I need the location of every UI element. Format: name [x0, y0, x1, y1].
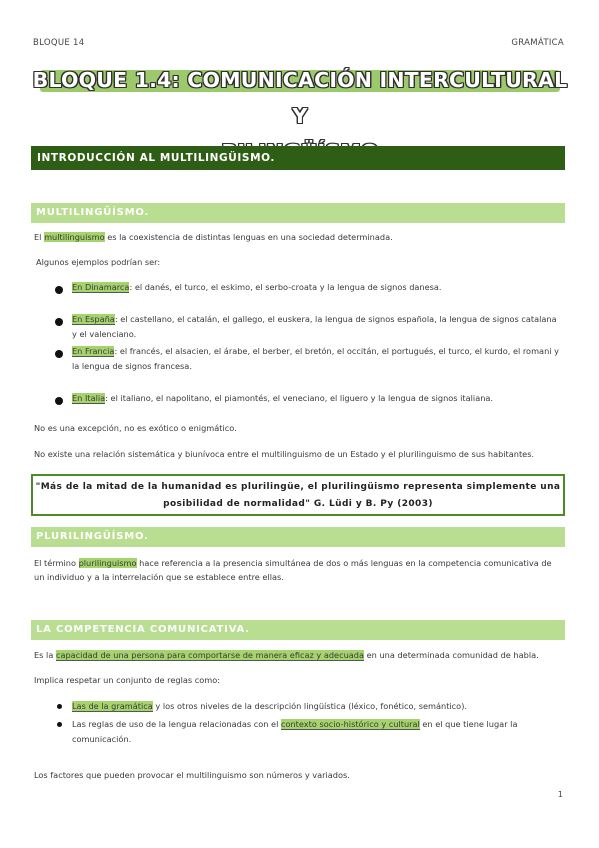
example-item-francia: En Francia: el francés, el alsacien, el árabe, el berber, el bretón, el occitán, el portugués, el turco, el kurdo, el romani y la lengua de signos francesa.: [72, 346, 559, 371]
multilinguismo-definition: El multilinguismo es la coexistencia de distintas lenguas en una sociedad determinada.: [34, 232, 393, 242]
bullet-icon: [55, 286, 63, 294]
section-heading-competencia: LA COMPETENCIA COMUNICATIVA.: [31, 620, 565, 640]
definition-highlight: capacidad de una persona para comportarse de manera eficaz y adecuada: [55, 650, 365, 660]
quote-box: [31, 474, 565, 516]
title-line-1: BLOQUE 1.4: COMUNICACIÓN INTERCULTURAL Y: [32, 68, 568, 128]
quote-line-2: posibilidad de normalidad" G. Lüdi y B. Py (2003): [163, 499, 433, 509]
example-item-dinamarca: En Dinamarca: el danés, el turco, el eskimo, el serbo-croata y la lengua de signos danesa.: [72, 282, 442, 292]
examples-intro: Algunos ejemplos podrían ser:: [36, 257, 161, 267]
page-number: 1: [557, 790, 563, 799]
term-highlight: plurilinguismo: [78, 558, 137, 568]
example-item-espana: En España: el castellano, el catalán, el gallego, el euskera, la lengua de signos española, la lengua de signos catalana y el valenciano.: [72, 314, 557, 339]
note-relation: No existe una relación sistemática y biunívoca entre el multilinguismo de un Estado y el plurilinguismo de sus habitantes.: [34, 449, 535, 459]
bullet-icon: [55, 350, 63, 358]
note-exception: No es una excepción, no es exótico o enigmático.: [34, 423, 237, 433]
rule-item-grammar: Las de la gramática y los otros niveles de la descripción lingüística (léxico, fonético, semántico).: [72, 701, 467, 711]
competencia-definition: Es la capacidad de una persona para comportarse de manera eficaz y adecuada en una determinada comunidad de habla.: [34, 650, 539, 660]
section-heading-plurilinguismo: PLURILINGÜÍSMO.: [31, 527, 565, 547]
term-highlight: multilinguismo: [44, 232, 105, 242]
bullet-icon: [57, 722, 62, 727]
section-heading-multilinguismo: MULTILINGÜÍSMO.: [31, 203, 565, 223]
bullet-icon: [57, 704, 62, 709]
quote-line-1: "Más de la mitad de la humanidad es plurilingüe, el plurilingüismo representa simplemente una: [35, 482, 561, 492]
header-right: GRAMÁTICA: [511, 38, 564, 48]
header-left: BLOQUE 14: [33, 38, 85, 48]
bullet-icon: [55, 318, 63, 326]
section-heading-intro: INTRODUCCIÓN AL MULTILINGÜISMO.: [31, 146, 565, 170]
bullet-icon: [55, 397, 63, 405]
example-item-italia: En Italia: el italiano, el napolitano, el piamontés, el veneciano, el liguero y la lengua de signos italiana.: [72, 393, 494, 403]
factors-text: Los factores que pueden provocar el multilinguismo son números y variados.: [34, 770, 350, 780]
rules-intro: Implica respetar un conjunto de reglas como:: [34, 675, 221, 685]
plurilinguismo-definition: El término plurilinguismo hace referencia a la presencia simultánea de dos o más lenguas en la competencia comunicativa de un individuo y a la interrelación que se establece entre ellas.: [34, 558, 552, 582]
rule-item-context: Las reglas de uso de la lengua relacionadas con el contexto socio-histórico y cultural en el que tiene lugar la comunicación.: [72, 719, 518, 744]
